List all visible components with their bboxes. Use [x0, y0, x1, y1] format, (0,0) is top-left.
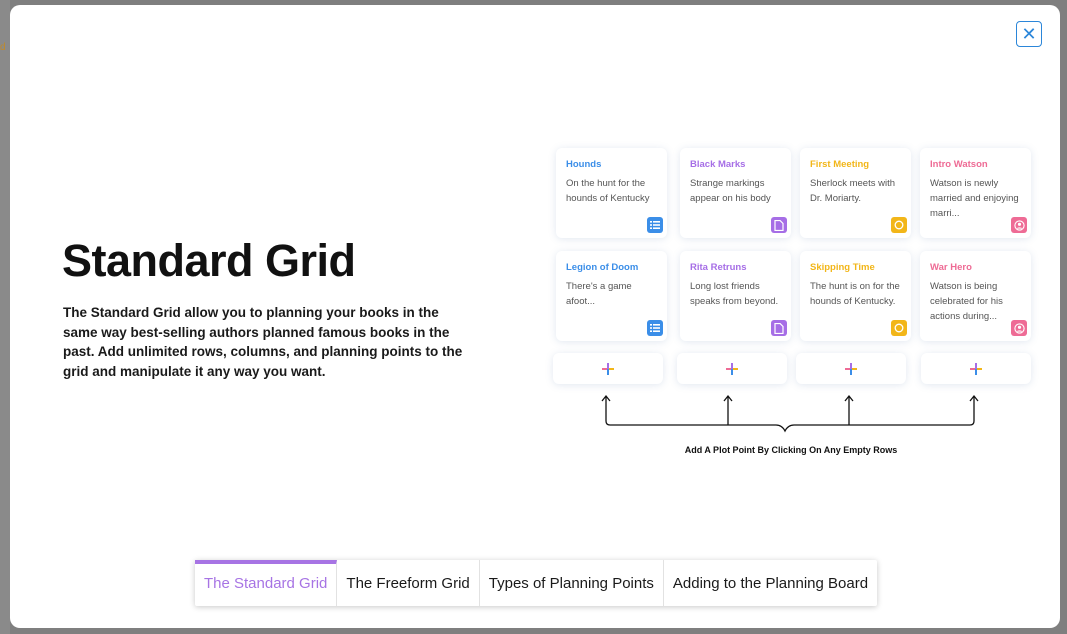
- grid-card[interactable]: [556, 148, 667, 238]
- card-body: Strange markings appear on his body: [690, 178, 771, 204]
- card-body: On the hunt for the hounds of Kentucky: [566, 178, 650, 204]
- card-body: Watson is being celebrated for his actions during...: [930, 281, 1003, 322]
- plus-icon: [726, 363, 738, 375]
- plus-icon: [845, 363, 857, 375]
- card-title: War Hero: [930, 262, 972, 273]
- plus-icon: [970, 363, 982, 375]
- card-title: Legion of Doom: [566, 262, 639, 273]
- card-title: Intro Watson: [930, 159, 988, 170]
- add-plot-point-button[interactable]: [553, 353, 663, 384]
- modal: [10, 5, 1060, 628]
- card-body: There's a game afoot...: [566, 281, 632, 307]
- card-title: Rita Retruns: [690, 262, 747, 273]
- description: The Standard Grid allow you to planning your books in the same way best-selling authors planned famous books in the past. Add unlimited rows, columns, and planning points to the grid and manipulate it any way you want.: [63, 305, 463, 379]
- grid-card[interactable]: [680, 251, 791, 341]
- tab-freeform-grid[interactable]: The Freeform Grid: [337, 560, 479, 606]
- tab-types-of-planning-points[interactable]: Types of Planning Points: [480, 560, 664, 606]
- card-title: Black Marks: [690, 159, 746, 170]
- card-body: The hunt is on for the hounds of Kentucky.: [810, 281, 900, 307]
- backdrop-mark: d: [0, 42, 6, 53]
- add-plot-point-button[interactable]: [921, 353, 1031, 384]
- person-icon: [1011, 217, 1027, 233]
- close-button[interactable]: [1016, 21, 1042, 47]
- plus-icon: [602, 363, 614, 375]
- grid-card[interactable]: [920, 251, 1031, 341]
- backdrop: [0, 0, 10, 634]
- arrow-bracket: [590, 391, 990, 443]
- tab-adding-to-planning-board[interactable]: Adding to the Planning Board: [672, 574, 869, 592]
- list-icon: [647, 217, 663, 233]
- grid-card[interactable]: [920, 148, 1031, 238]
- card-body: Watson is newly married and enjoying marri...: [930, 178, 1019, 219]
- card-body: Long lost friends speaks from beyond.: [690, 281, 779, 307]
- add-plot-point-annotation: Add A Plot Point By Clicking On Any Empty Rows: [684, 445, 898, 455]
- tab-standard-grid[interactable]: The Standard Grid: [195, 560, 337, 606]
- add-plot-point-button[interactable]: [796, 353, 906, 384]
- card-title: Skipping Time: [810, 262, 875, 273]
- grid-card[interactable]: [800, 251, 911, 341]
- document-icon: [771, 217, 787, 233]
- grid-card[interactable]: [556, 251, 667, 341]
- grid-card[interactable]: [680, 148, 791, 238]
- card-body: Sherlock meets with Dr. Moriarty.: [810, 178, 896, 204]
- add-plot-point-button[interactable]: [677, 353, 787, 384]
- circle-icon: [891, 320, 907, 336]
- close-icon: ✕: [1021, 23, 1037, 44]
- circle-icon: [891, 217, 907, 233]
- card-title: First Meeting: [810, 159, 870, 170]
- grid-card[interactable]: [800, 148, 911, 238]
- person-icon: [1011, 320, 1027, 336]
- tab-bar: [195, 560, 877, 606]
- card-title: Hounds: [566, 159, 602, 170]
- page-title: Standard Grid: [62, 235, 356, 286]
- list-icon: [647, 320, 663, 336]
- document-icon: [771, 320, 787, 336]
